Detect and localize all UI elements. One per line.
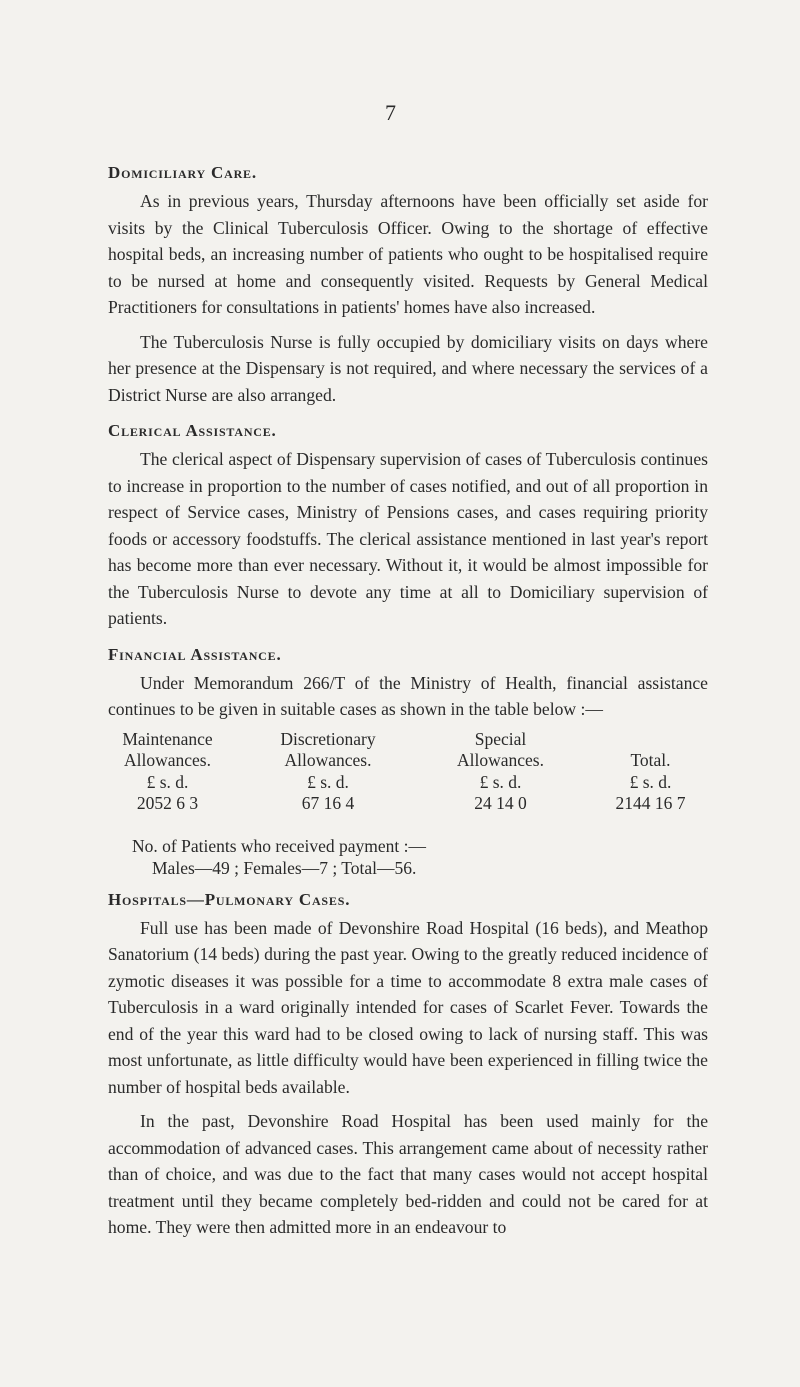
- column-total: [588, 729, 713, 815]
- discretionary-header-1: Discretionary: [280, 728, 376, 749]
- heading-domiciliary-care: Domiciliary Care.: [108, 163, 257, 182]
- maintenance-header-1: Maintenance: [122, 728, 213, 749]
- paragraph-hospitals-1: Full use has been made of Devonshire Road Hospital (16 beds), and Meathop Sanatorium (14 beds) during the past year. Owing to the greatly reduced incidence of zymotic diseases it was possible for a time to accommodate 8 extra male cases of Tuberculosis in a ward originally intended for cases of Scarlet Fever. Towards the end of the year this ward had to be closed owing to lack of nursing staff. This was most unfortunate, as little difficulty would have been experienced in filling twice the number of hospital beds available.: [108, 917, 708, 1097]
- patients-breakdown: Males—49 ; Females—7 ; Total—56.: [152, 857, 417, 878]
- special-header-2: Allowances.: [457, 750, 544, 770]
- column-discretionary: [258, 729, 398, 815]
- total-value: 2144 16 7: [615, 793, 686, 813]
- paragraph-hospitals-2: In the past, Devonshire Road Hospital has been used mainly for the accommodation of advanced cases. This arrangement came about of necessity rather than of choice, and was due to the fact that many cases would not accept hospital treatment until they became completely bed-ridden and could not be cared for at home. They were then admitted more in an endeavour to: [108, 1111, 708, 1237]
- financial-table: [108, 729, 708, 835]
- patients-summary: [108, 835, 708, 879]
- column-special: [433, 729, 568, 815]
- heading-clerical-assistance: Clerical Assistance.: [108, 421, 277, 440]
- maintenance-value: 2052 6 3: [136, 793, 199, 813]
- paragraph-domiciliary-2: The Tuberculosis Nurse is fully occupied by domiciliary visits on days where her presence at the Dispensary is not required, and where necessary the services of a District Nurse are also arranged.: [108, 331, 708, 405]
- page-number: 7: [385, 100, 396, 125]
- heading-financial-assistance: Financial Assistance.: [108, 644, 282, 664]
- page-content: [108, 158, 708, 1249]
- special-value: 24 14 0: [474, 793, 527, 813]
- total-units: £ s. d.: [629, 771, 672, 792]
- maintenance-header-2: Allowances.: [124, 750, 211, 770]
- maintenance-units: £ s. d.: [146, 771, 189, 792]
- paragraph-clerical-1: The clerical aspect of Dispensary supervision of cases of Tuberculosis continues to increase in proportion to the number of cases notified, and out of all proportion in respect of Service cases, Ministry of Pensions cases, and cases requiring priority foods or accessory foodstuffs. The clerical assistance mentioned in last year's report has become more than ever necessary. Without it, it would be almost impossible for the Tuberculosis Nurse to devote any time at all to Domiciliary supervision of patients.: [108, 449, 708, 628]
- total-header: Total.: [630, 750, 671, 770]
- discretionary-value: 67 16 4: [301, 793, 355, 813]
- column-maintenance: [110, 729, 225, 815]
- special-header-1: Special: [474, 728, 527, 749]
- paragraph-financial-1: Under Memorandum 266/T of the Ministry of Health, financial assistance continues to be given in suitable cases as shown in the table below :—: [108, 672, 708, 719]
- patients-line: No. of Patients who received payment :—: [132, 835, 427, 856]
- special-units: £ s. d.: [479, 771, 522, 792]
- discretionary-header-2: Allowances.: [284, 750, 372, 770]
- discretionary-units: £ s. d.: [307, 771, 349, 792]
- paragraph-domiciliary-1: As in previous years, Thursday afternoons have been officially set aside for visits by the Clinical Tuberculosis Officer. Owing to the shortage of effective hospital beds, an increasing number of patients who ought to be hospitalised require to be nursed at home and consequently visited. Requests by General Medical Practitioners for consultations in patients' homes have also increased.: [108, 191, 708, 317]
- heading-hospitals-pulmonary: Hospitals—Pulmonary Cases.: [108, 889, 351, 909]
